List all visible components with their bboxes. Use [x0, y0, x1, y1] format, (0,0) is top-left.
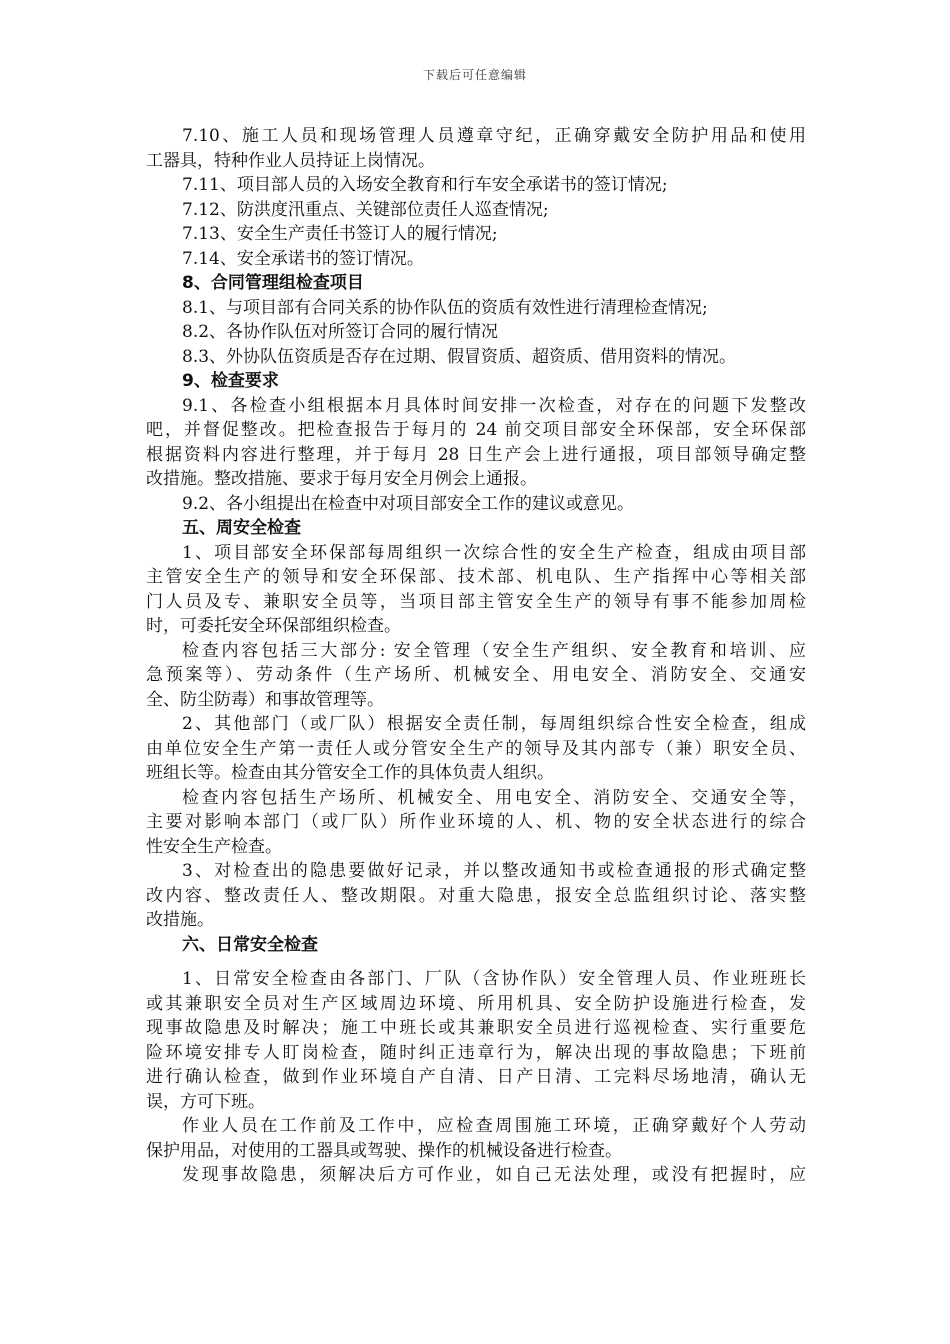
text-line: 7.13、安全生产责任书签订人的履行情况; [182, 224, 498, 244]
text-line: 8.2、各协作队伍对所签订合同的履行情况 [182, 322, 499, 342]
text-line: 9.1、各检查小组根据本月具体时间安排一次检查，对存在的问题下发整改 [182, 395, 806, 416]
text-line: 改措施。 [146, 910, 214, 930]
text-line: 7.10、施工人员和现场管理人员遵章守纪，正确穿戴安全防护用品和使用 [182, 126, 806, 146]
section-heading: 五、周安全检查 [182, 518, 301, 538]
text-line: 险环境安排专人盯岗检查，随时纠正违章行为，解决出现的事故隐患；下班前 [146, 1042, 806, 1063]
text-line: 根据资料内容进行整理，并于每月 28 日生产会上进行通报，项目部领导确定整 [146, 444, 806, 465]
text-line: 或其兼职安全员对生产区域周边环境、所用机具、安全防护设施进行检查，发 [146, 993, 806, 1014]
text-line: 改内容、整改责任人、整改期限。对重大隐患，报安全总监组织讨论、落实整 [146, 885, 806, 906]
document-body [146, 124, 806, 1188]
text-line: 7.11、项目部人员的入场安全教育和行车安全承诺书的签订情况; [182, 175, 668, 195]
text-line: 吧，并督促整改。把检查报告于每月的 24 前交项目部安全环保部，安全环保部 [146, 420, 806, 440]
section-heading: 9、检查要求 [182, 371, 279, 391]
paragraph-gap [146, 957, 806, 967]
text-line: 1、日常安全检查由各部门、厂队（含协作队）安全管理人员、作业班班长 [182, 969, 806, 989]
text-line: 保护用品，对使用的工器具或驾驶、操作的机械设备进行检查。 [146, 1140, 622, 1161]
text-line: 1、项目部安全环保部每周组织一次综合性的安全生产检查，组成由项目部 [182, 542, 806, 563]
text-line: 班组长等。检查由其分管安全工作的具体负责人组织。 [146, 763, 554, 783]
section-heading: 六、日常安全检查 [182, 934, 318, 955]
text-line: 主要对影响本部门（或厂队）所作业环境的人、机、物的安全状态进行的综合 [146, 812, 806, 832]
text-line: 改措施。整改措施、要求于每月安全月例会上通报。 [146, 469, 537, 489]
text-line: 性安全生产检查。 [146, 836, 282, 857]
text-line: 主管安全生产的领导和安全环保部、技术部、机电队、生产指挥中心等相关部 [146, 567, 806, 587]
text-line: 8.3、外协队伍资质是否存在过期、假冒资质、超资质、借用资料的情况。 [182, 346, 737, 367]
text-line: 检查内容包括三大部分: 安全管理（安全生产组织、安全教育和培训、应 [182, 640, 806, 661]
text-line: 检查内容包括生产场所、机械安全、用电安全、消防安全、交通安全等， [182, 787, 806, 808]
text-line: 门人员及专、兼职安全员等，当项目部主管安全生产的领导有事不能参加周检 [146, 591, 806, 612]
text-line: 3、对检查出的隐患要做好记录，并以整改通知书或检查通报的形式确定整 [182, 861, 806, 881]
text-line: 7.12、防洪度汛重点、关键部位责任人巡查情况; [182, 199, 549, 220]
text-line: 2、其他部门（或厂队）根据安全责任制，每周组织综合性安全检查，组成 [182, 714, 806, 734]
text-line: 8.1、与项目部有合同关系的协作队伍的资质有效性进行清理检查情况; [182, 297, 708, 318]
text-line: 发现事故隐患，须解决后方可作业，如自己无法处理，或没有把握时，应 [182, 1165, 806, 1185]
text-line: 时，可委托安全环保部组织检查。 [146, 616, 401, 636]
text-line: 全、防尘防毒）和事故管理等。 [146, 689, 384, 710]
text-line: 急预案等）、劳动条件（生产场所、机械安全、用电安全、消防安全、交通安 [146, 665, 806, 685]
text-line: 7.14、安全承诺书的签订情况。 [182, 248, 424, 269]
text-line: 9.2、各小组提出在检查中对项目部安全工作的建议或意见。 [182, 493, 635, 514]
text-line: 进行确认检查，做到作业环境自产自清、日产日清、工完料尽场地清，确认无 [146, 1067, 806, 1087]
text-line: 作业人员在工作前及工作中，应检查周围施工环境，正确穿戴好个人劳动 [182, 1116, 806, 1136]
page-header-note: 下载后可任意编辑 [422, 68, 527, 82]
text-line: 由单位安全生产第一责任人或分管安全生产的领导及其内部专（兼）职安全员、 [146, 738, 806, 759]
text-line: 误，方可下班。 [146, 1091, 265, 1112]
text-line: 工器具，特种作业人员持证上岗情况。 [146, 150, 435, 171]
text-line: 现事故隐患及时解决；施工中班长或其兼职安全员进行巡视检查、实行重要危 [146, 1018, 806, 1038]
section-heading: 8、合同管理组检查项目 [182, 273, 364, 293]
